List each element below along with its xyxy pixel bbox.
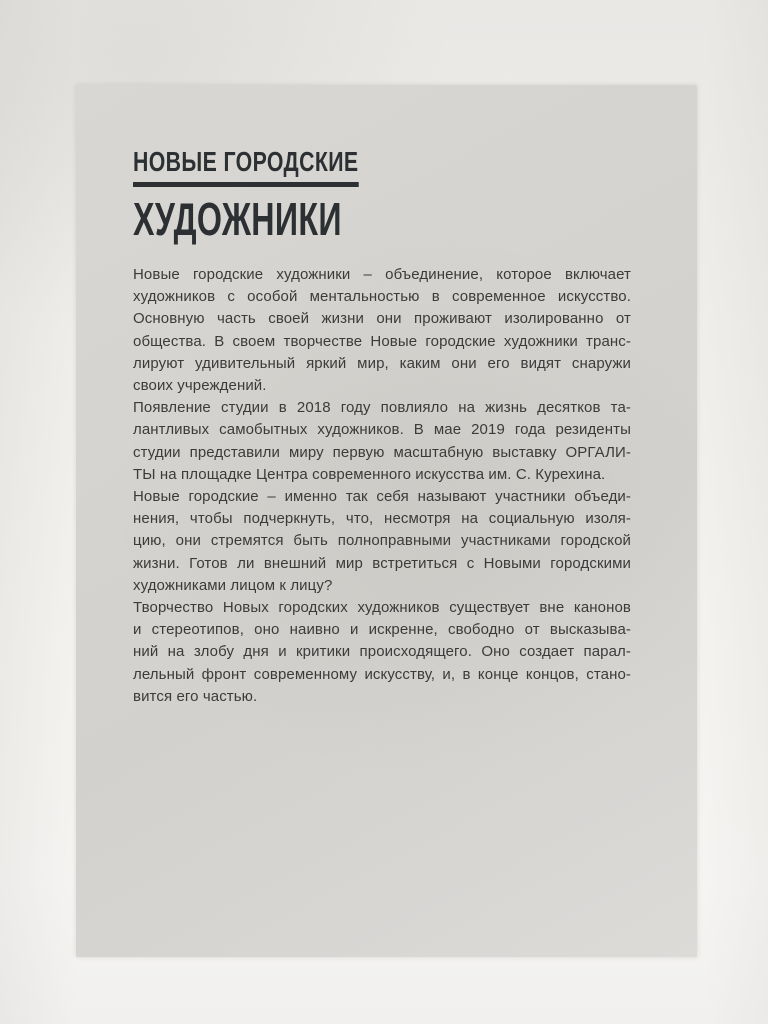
paragraph — [133, 264, 631, 397]
text-line: студии представили миру первую масштабную выставку ОРГАЛИ- — [133, 443, 631, 461]
text-line: ний на злобу дня и критики происходящего. Оно создает парал- — [133, 643, 631, 661]
text-line: общества. В своем творчестве Новые городские художники транс- — [133, 332, 631, 350]
text-line: художниками лицом к лицу? — [133, 576, 333, 594]
text-line: лируют удивительный яркий мир, каким они его видят снаружи — [133, 354, 631, 372]
paragraph — [133, 597, 631, 708]
text-line: Новые городские – именно так себя называют участники объеди- — [133, 488, 631, 506]
text-line: нения, чтобы подчеркнуть, что, несмотря на социальную изоля- — [133, 510, 631, 528]
text-line: своих учреждений. — [133, 377, 267, 395]
text-line: вится его частью. — [133, 687, 258, 705]
text-line: и стереотипов, оно наивно и искренне, свободно от высказыва- — [133, 621, 631, 639]
poster-title-line1: НОВЫЕ ГОРОДСКИЕ — [133, 148, 358, 187]
text-line: цию, они стремятся быть полноправными участниками городской — [133, 532, 631, 550]
poster-body — [133, 264, 631, 708]
paragraph — [133, 486, 631, 597]
text-line: Творчество Новых городских художников существует вне канонов — [133, 599, 631, 617]
paragraph — [133, 397, 631, 486]
text-line: Основную часть своей жизни они проживают изолированно от — [133, 310, 631, 328]
printed-sheet — [76, 85, 697, 957]
poster-title — [133, 146, 638, 245]
text-line: художников с особой ментальностью в современное искусство. — [133, 288, 631, 306]
sheet-content — [133, 148, 638, 708]
text-line: Появление студии в 2018 году повлияло на жизнь десятков та- — [133, 399, 631, 417]
text-line: Новые городские художники – объединение, которое включает — [133, 266, 631, 283]
text-line: лантливых самобытных художников. В мае 2019 года резиденты — [133, 421, 631, 439]
text-line: жизни. Готов ли внешний мир встретиться с Новыми городскими — [133, 554, 631, 572]
text-line: ТЫ на площадке Центра современного искусства им. С. Курехина. — [133, 465, 606, 483]
text-line: лельный фронт современному искусству, и, в конце концов, стано- — [133, 665, 631, 683]
poster-title-line2: ХУДОЖНИКИ — [133, 193, 342, 245]
